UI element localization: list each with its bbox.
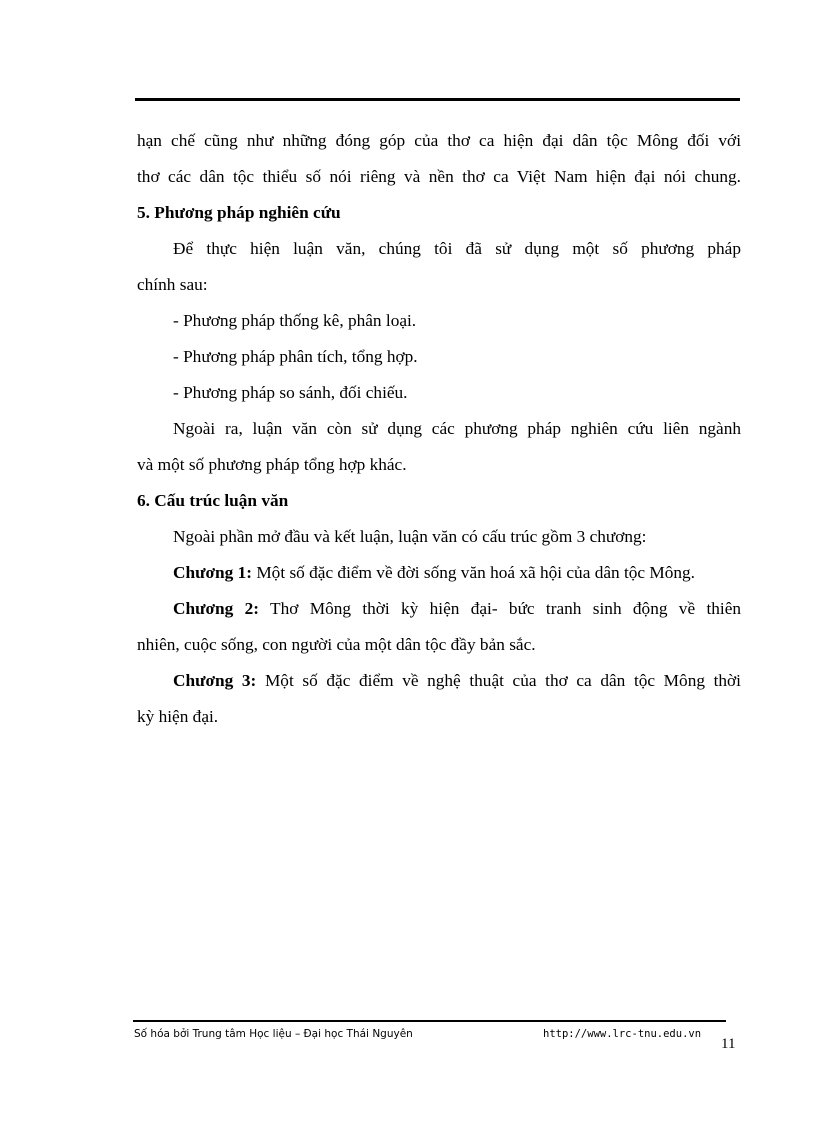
section-5-intro-line-2: chính sau: bbox=[137, 275, 208, 294]
chapter-2-continuation: nhiên, cuộc sống, con người của một dân tộc đầy bản sắc. bbox=[137, 635, 536, 654]
section-5-heading: 5. Phương pháp nghiên cứu bbox=[137, 203, 341, 222]
chapter-3 bbox=[137, 663, 741, 699]
chapter-1-text: Một số đặc điểm về đời sống văn hoá xã hội của dân tộc Mông. bbox=[252, 563, 696, 582]
document-body bbox=[137, 123, 741, 735]
chapter-2 bbox=[137, 591, 741, 627]
section-6-heading: 6. Cấu trúc luận văn bbox=[137, 491, 289, 510]
section-5-intro-line-1: Để thực hiện luận văn, chúng tôi đã sử dụng một số phương pháp bbox=[173, 239, 741, 258]
chapter-1 bbox=[137, 555, 741, 591]
chapter-1-label: Chương 1: bbox=[173, 563, 252, 582]
footer-url: http://www.lrc-tnu.edu.vn bbox=[543, 1028, 702, 1040]
chapter-2-text: Thơ Mông thời kỳ hiện đại- bức tranh sinh động về thiên bbox=[259, 599, 742, 618]
chapter-3-label: Chương 3: bbox=[173, 671, 257, 690]
chapter-2-label: Chương 2: bbox=[173, 599, 260, 618]
header-rule bbox=[135, 98, 740, 101]
method-item: - Phương pháp so sánh, đối chiếu. bbox=[173, 383, 408, 402]
intro-line-1: hạn chế cũng như những đóng góp của thơ ca hiện đại dân tộc Mông đối với bbox=[137, 131, 741, 150]
method-item: - Phương pháp phân tích, tổng hợp. bbox=[173, 347, 418, 366]
footer-rule bbox=[133, 1020, 726, 1022]
section-5-extra-line-2: và một số phương pháp tổng hợp khác. bbox=[137, 455, 407, 474]
section-6-intro: Ngoài phần mở đầu và kết luận, luận văn có cấu trúc gồm 3 chương: bbox=[173, 527, 647, 546]
method-item: - Phương pháp thống kê, phân loại. bbox=[173, 311, 417, 330]
footer-source: Số hóa bởi Trung tâm Học liệu – Đại học Thái Nguyên bbox=[134, 1028, 413, 1040]
page-number: 11 bbox=[721, 1036, 736, 1052]
chapter-3-continuation: kỳ hiện đại. bbox=[137, 707, 219, 726]
chapter-3-text: Một số đặc điểm về nghệ thuật của thơ ca dân tộc Mông thời bbox=[256, 671, 741, 690]
section-5-extra-line-1: Ngoài ra, luận văn còn sử dụng các phương pháp nghiên cứu liên ngành bbox=[173, 419, 741, 438]
intro-line-2: thơ các dân tộc thiểu số nói riêng và nền thơ ca Việt Nam hiện đại nói chung. bbox=[137, 167, 741, 186]
